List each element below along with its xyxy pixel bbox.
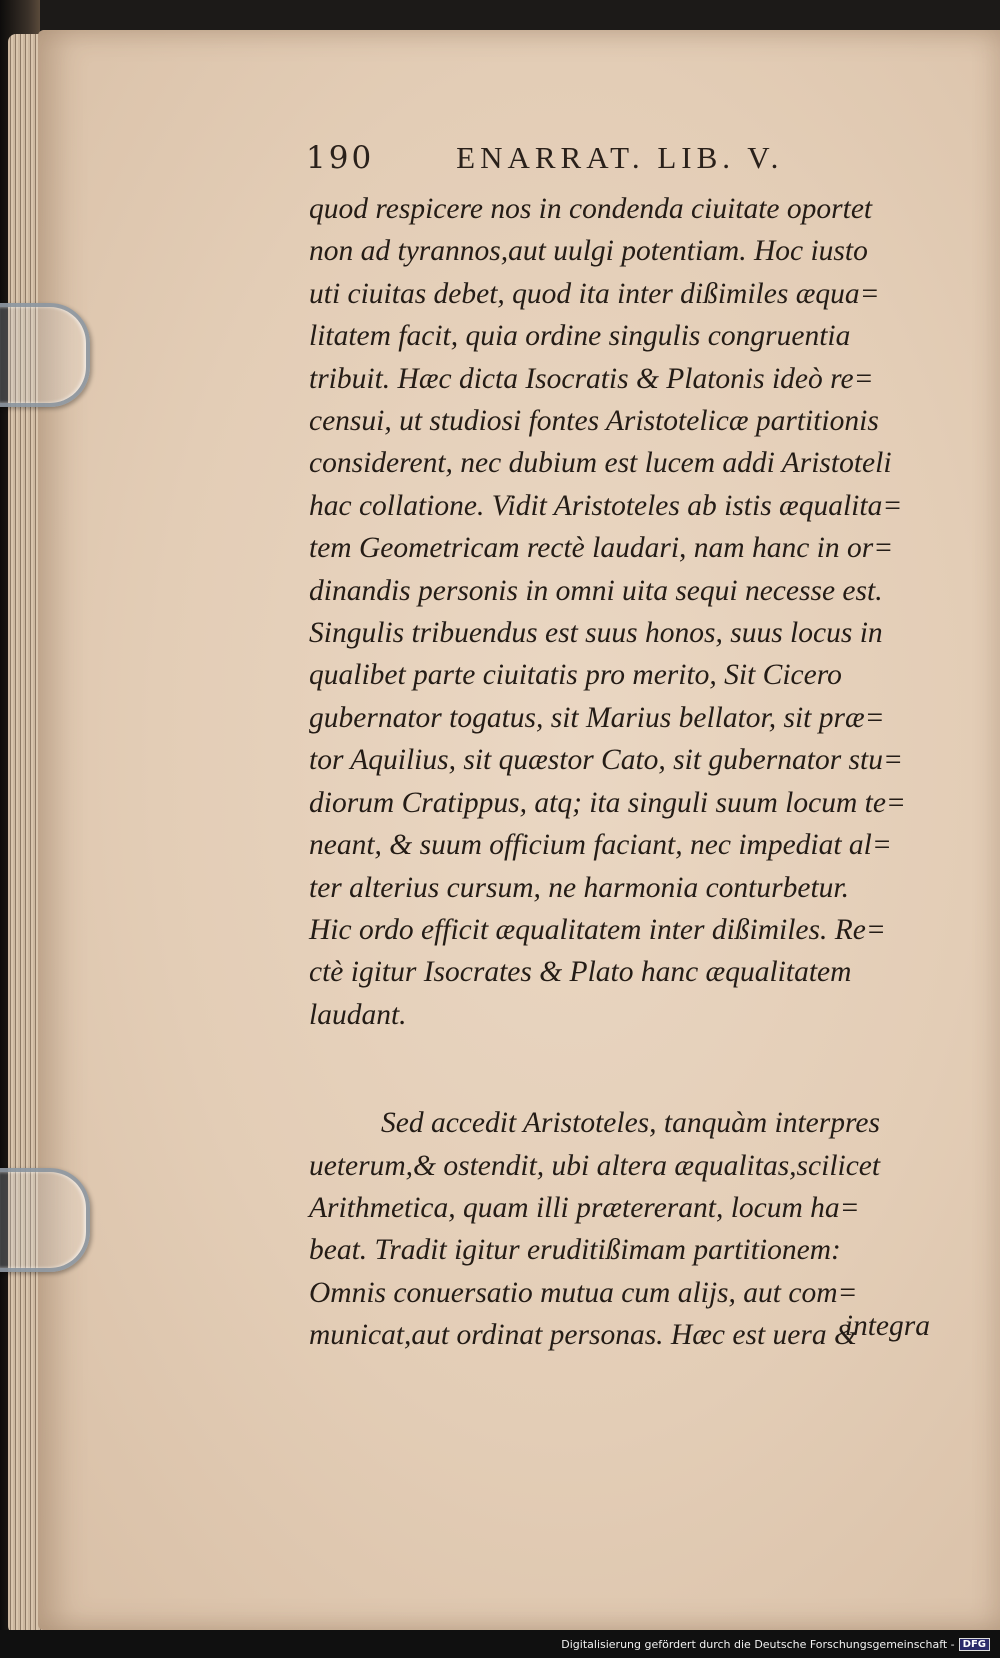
text-line: qualibet parte ciuitatis pro merito, Sit Cicero — [309, 659, 842, 692]
text-line: uti ciuitas debet, quod ita inter dißimiles æqua= — [309, 277, 880, 310]
text-line: considerent, nec dubium est lucem addi Aristoteli — [309, 447, 892, 480]
text-line: non ad tyrannos,aut uulgi potentiam. Hoc iusto — [309, 235, 868, 268]
text-line: beat. Tradit igitur eruditißimam partitionem: — [309, 1234, 841, 1267]
text-line: diorum Cratippus, atq; ita singuli suum locum te= — [309, 786, 906, 819]
paragraph-gap — [309, 1036, 935, 1102]
paragraph-1 — [309, 188, 935, 1036]
text-line: ueterum,& ostendit, ubi altera æqualitas,scilicet — [309, 1149, 881, 1182]
text-line: Arithmetica, quam illi prætererant, locum ha= — [309, 1191, 860, 1224]
footer-bar — [0, 1630, 1000, 1658]
body-text — [309, 188, 935, 1357]
text-line: ctè igitur Isocrates & Plato hanc æqualitatem — [309, 956, 852, 989]
page-clip-top — [0, 303, 90, 407]
text-line: Singulis tribuendus est suus honos, suus locus in — [309, 617, 883, 650]
text-line: gubernator togatus, sit Marius bellator, sit præ= — [309, 701, 885, 734]
catchword: integra — [844, 1310, 930, 1342]
text-line: Omnis conuersatio mutua cum alijs, aut com= — [309, 1276, 858, 1309]
running-head — [306, 140, 846, 180]
text-line: municat,aut ordinat personas. Hæc est uera & — [309, 1319, 857, 1352]
text-line: Hic ordo efficit æqualitatem inter dißimiles. Re= — [309, 913, 886, 946]
text-line: tor Aquilius, sit quæstor Cato, sit gubernator stu= — [309, 744, 903, 777]
text-line: neant, & suum officium faciant, nec impediat al= — [309, 829, 892, 862]
text-line: dinandis personis in omni uita sequi necesse est. — [309, 574, 883, 607]
dfg-logo: DFG — [959, 1638, 990, 1651]
text-line: quod respicere nos in condenda ciuitate oportet — [309, 193, 873, 225]
text-line: tribuit. Hæc dicta Isocratis & Platonis ideò re= — [309, 362, 874, 395]
text-line: Sed accedit Aristoteles, tanquàm interpres — [381, 1107, 880, 1140]
text-line: tem Geometricam rectè laudari, nam hanc in or= — [309, 532, 894, 565]
page-clip-bottom — [0, 1168, 90, 1272]
text-line: litatem facit, quia ordine singulis congruentia — [309, 320, 851, 353]
text-line: laudant. — [309, 998, 407, 1031]
running-title: ENARRAT. LIB. V. — [456, 140, 784, 175]
footer-text: Digitalisierung gefördert durch die Deutsche Forschungsgemeinschaft - — [561, 1637, 955, 1651]
text-line: ter alterius cursum, ne harmonia conturbetur. — [309, 871, 849, 904]
text-line: hac collatione. Vidit Aristoteles ab istis æqualita= — [309, 489, 903, 522]
text-line: censui, ut studiosi fontes Aristotelicæ partitionis — [309, 405, 879, 438]
page-number: 190 — [306, 140, 375, 176]
